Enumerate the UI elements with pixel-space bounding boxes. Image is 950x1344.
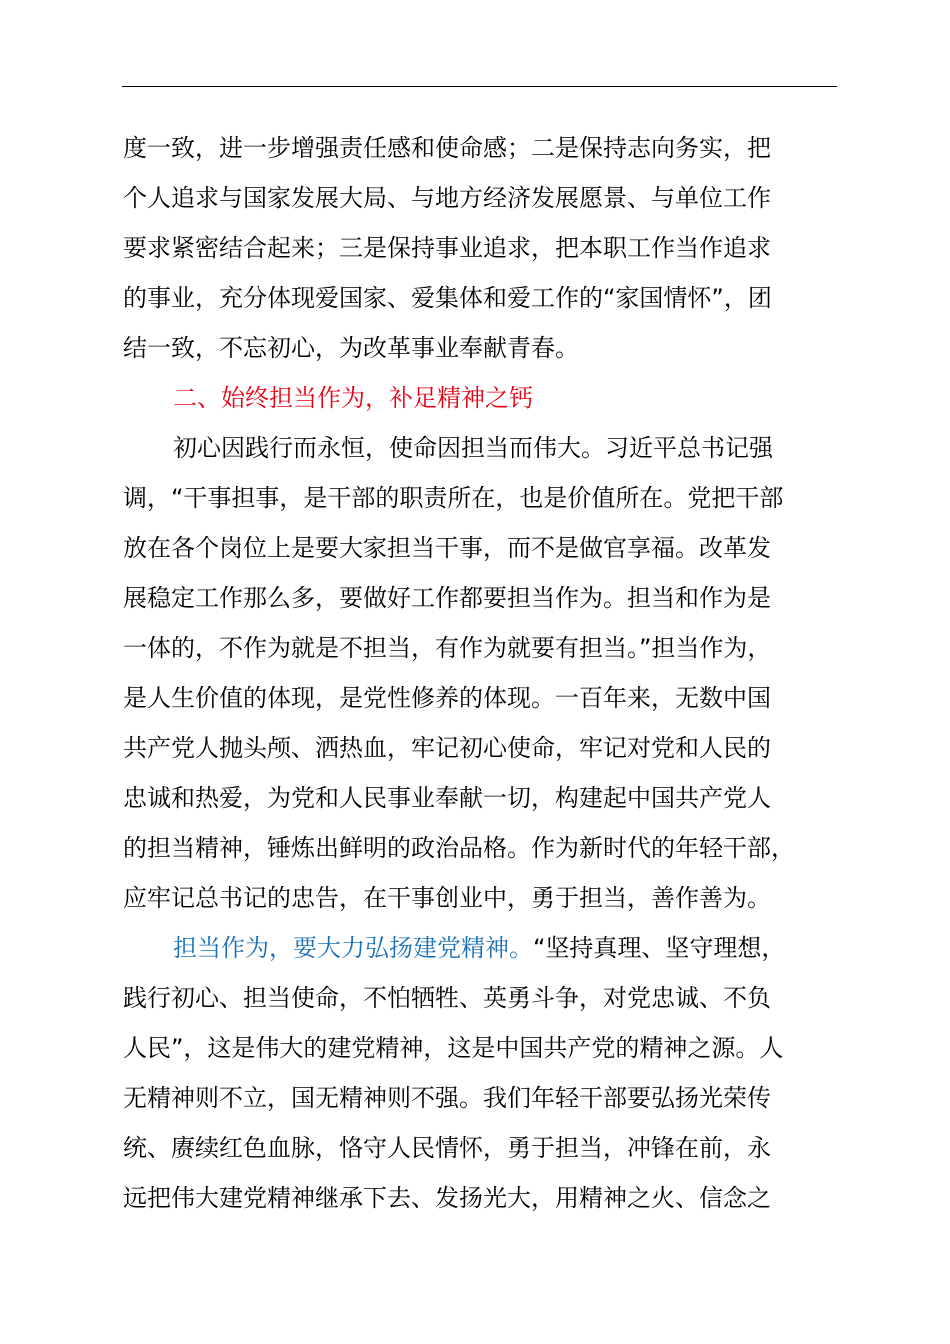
paragraph-3-line: 人民”，这是伟大的建党精神，这是中国共产党的精神之源。人 [123, 1034, 784, 1062]
paragraph-2-line: 放在各个岗位上是要大家担当干事，而不是做官享福。改革发 [123, 534, 771, 562]
paragraph-1-line: 的事业，充分体现爱国家、爱集体和爱工作的“家国情怀”，团 [123, 284, 772, 312]
paragraph-2-line: 应牢记总书记的忠告，在干事创业中，勇于担当，善作善为。 [123, 884, 771, 912]
paragraph-3-line: 统、赓续红色血脉，恪守人民情怀，勇于担当，冲锋在前，永 [123, 1134, 771, 1162]
paragraph-3-line: 践行初心、担当使命，不怕牺牲、英勇斗争，对党忠诚、不负 [123, 984, 771, 1012]
paragraph-2-line: 的担当精神，锤炼出鲜明的政治品格。作为新时代的年轻干部， [123, 834, 795, 862]
paragraph-3 [123, 923, 839, 1223]
paragraph-2-line: 一体的，不作为就是不担当，有作为就要有担当。”担当作为， [123, 634, 772, 662]
paragraph-2-line: 忠诚和热爱，为党和人民事业奉献一切，构建起中国共产党人 [123, 784, 771, 812]
paragraph-3-first-line [123, 923, 839, 973]
section-heading: 二、始终担当作为，补足精神之钙 [173, 384, 533, 412]
paragraph-2 [123, 423, 839, 923]
paragraph-1-line: 度一致，进一步增强责任感和使命感；二是保持志向务实，把 [123, 134, 771, 162]
document-body [123, 123, 839, 1223]
paragraph-3-text: “坚持真理、坚守理想， [533, 934, 786, 962]
paragraph-1-line: 要求紧密结合起来；三是保持事业追求，把本职工作当作追求 [123, 234, 771, 262]
paragraph-3-line: 远把伟大建党精神继承下去、发扬光大，用精神之火、信念之 [123, 1184, 771, 1212]
paragraph-2-line: 是人生价值的体现，是党性修养的体现。一百年来，无数中国 [123, 684, 771, 712]
paragraph-3-line: 无精神则不立，国无精神则不强。我们年轻干部要弘扬光荣传 [123, 1084, 771, 1112]
header-rule [122, 86, 837, 87]
paragraph-1-line: 个人追求与国家发展大局、与地方经济发展愿景、与单位工作 [123, 184, 771, 212]
paragraph-2-line: 调，“干事担事，是干部的职责所在，也是价值所在。党把干部 [123, 484, 784, 512]
paragraph-2-line: 共产党人抛头颅、洒热血，牢记初心使命，牢记对党和人民的 [123, 734, 771, 762]
emphasis-lead: 担当作为，要大力弘扬建党精神。 [173, 934, 533, 962]
paragraph-2-line: 初心因践行而永恒，使命因担当而伟大。习近平总书记强 [173, 434, 773, 462]
paragraph-2-line: 展稳定工作那么多，要做好工作都要担当作为。担当和作为是 [123, 584, 771, 612]
paragraph-1-line: 结一致，不忘初心，为改革事业奉献青春。 [123, 334, 579, 362]
paragraph-1 [123, 123, 839, 373]
